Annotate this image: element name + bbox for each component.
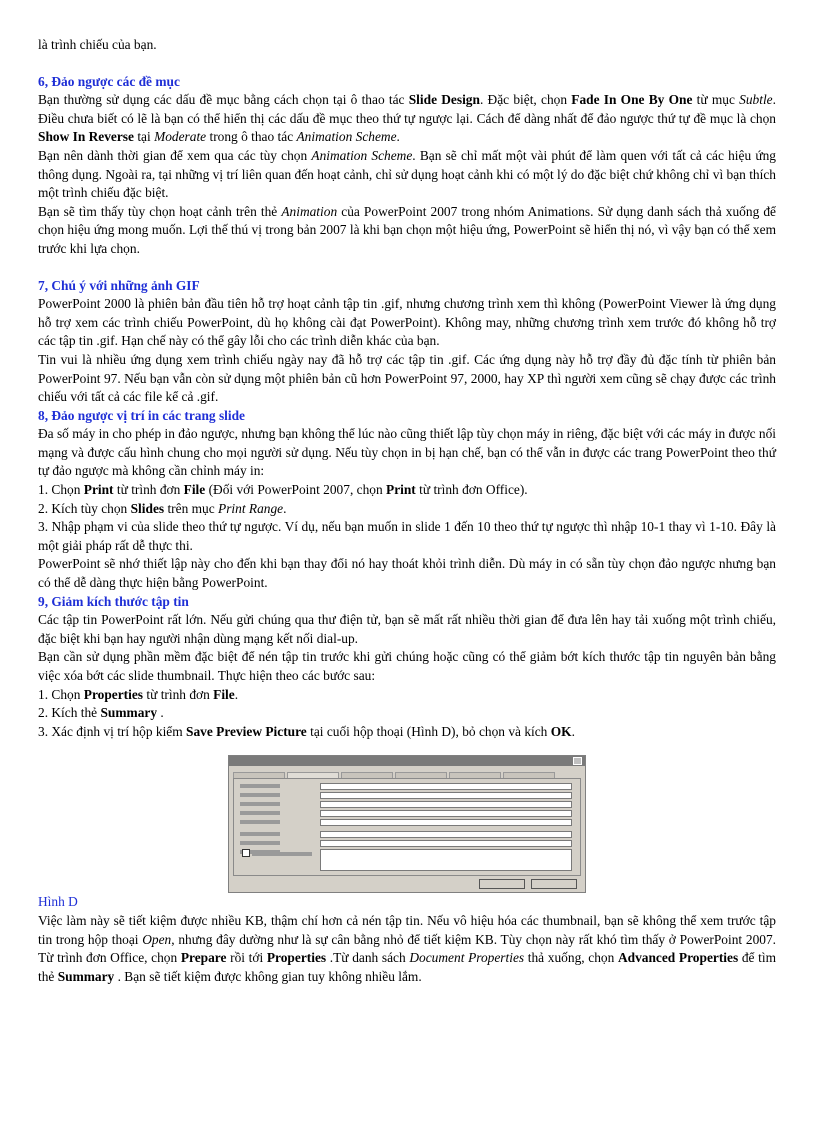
properties-dialog-figure	[228, 755, 586, 893]
dialog-field-row	[240, 831, 572, 838]
dialog-titlebar	[229, 756, 585, 766]
section-9-step-2: 2. Kích thẻ Summary .	[38, 705, 164, 721]
section-8-heading: 8, Đảo ngược vị trí in các trang slide	[38, 407, 245, 423]
section-6-paragraph-2: Bạn nên dành thời gian để xem qua các tùy chọn Animation Scheme. Bạn sẽ chỉ mất một vài phút để làm quen với tất cả các hiệu ứng thông dụng. Ngoài ra, tại những vị trí liên quan đến hoạt cảnh, chỉ sử dụng hoạt cảnh khi có một lý do đặc biệt chứ không chỉ vì bạn thích một trình chiếu đặc biệt.	[38, 147, 777, 201]
section-8-step-2: 2. Kích tùy chọn Slides trên mục Print Range.	[38, 500, 287, 516]
dialog-field-row	[240, 819, 572, 826]
dialog-field-row	[240, 801, 572, 808]
section-6-heading: 6, Đảo ngược các đề mục	[38, 73, 180, 89]
dialog-field-row	[240, 783, 572, 790]
checkbox-label	[252, 852, 312, 856]
close-icon	[573, 757, 582, 765]
section-6-paragraph-1: Bạn thường sử dụng các dấu đề mục bằng cách chọn tại ô thao tác Slide Design. Đặc biệt, chọn Fade In One By One từ mục Subtle. Điều chưa biết có lẽ là bạn có thể hiển thị các dấu đề mục theo thứ tự ngược lại. Cách để dàng nhất để đảo ngược thứ tự đề mục là chọn Show In Reverse tại Moderate trong ô thao tác Animation Scheme.	[38, 92, 776, 145]
section-8-paragraph-1: Đa số máy in cho phép in đảo ngược, nhưng bạn không thể lúc nào cũng thiết lập tùy chọn máy in riêng, đặc biệt với các máy in được nối mạng và được cấu hình chung cho mọi người sử dụng. Nếu tùy chọn in bị hạn chế, bạn có thể vẫn in được các trang PowerPoint theo thứ tự đảo ngược mà không cần chỉnh máy in:	[38, 426, 776, 479]
figure-caption: Hình D	[38, 894, 78, 910]
document-page	[38, 36, 776, 986]
section-9-step-3: 3. Xác định vị trí hộp kiểm Save Preview Picture tại cuối hộp thoại (Hình D), bỏ chọn và kích OK.	[38, 723, 575, 739]
section-9-heading: 9, Giảm kích thước tập tin	[38, 593, 189, 609]
dialog-ok-button	[479, 879, 525, 889]
section-7-heading: 7, Chú ý với những ảnh GIF	[38, 277, 200, 293]
dialog-field-row	[240, 840, 572, 847]
section-9-paragraph-2: Bạn cần sử dụng phần mềm đặc biệt để nén tập tin trước khi gửi chúng hoặc cũng có thể giảm bớt kích thước tập tin nguyên bản bằng việc xóa bớt các slide thumbnail. Thực hiện theo các bước sau:	[38, 649, 776, 683]
section-9-paragraph-1: Các tập tin PowerPoint rất lớn. Nếu gửi chúng qua thư điện tử, bạn sẽ mất rất nhiều thời gian để đưa lên hay tải xuống một trình chiếu, đặc biệt khi bạn hay người nhận dùng mạng kết nối dial-up.	[38, 612, 776, 646]
section-7-paragraph-2: Tin vui là nhiều ứng dụng xem trình chiếu ngày nay đã hỗ trợ các tập tin .gif. Các ứng dụng này hỗ trợ đầy đủ đặc tính từ phiên bản PowerPoint 97. Nếu bạn vẫn còn sử dụng một phiên bản cũ hơn PowerPoint 97, 2000, hay XP thì người xem cũng sẽ chạy được các trình chiếu với tất cả các file kể cả .gif.	[38, 351, 776, 405]
dialog-field-row	[240, 810, 572, 817]
closing-paragraph: Việc làm này sẽ tiết kiệm được nhiều KB, thậm chí hơn cả nén tập tin. Nếu vô hiệu hóa các thumbnail, bạn sẽ không thể xem trước tập tin trong hộp thoại Open, nhưng đây dường như là sự cân bằng nhỏ để tiết kiệm KB. Tùy chọn này rất khó tìm thấy ở PowerPoint 2007. Từ trình đơn Office, chọn Prepare rồi tới Properties .Từ danh sách Document Properties thả xuống, chọn Advanced Properties để tìm thẻ Summary . Bạn sẽ tiết kiệm được không gian tuy không nhiều lắm.	[38, 912, 776, 984]
intro-line: là trình chiếu của bạn.	[38, 37, 157, 52]
section-8-step-1: 1. Chọn Print từ trình đơn File (Đối với PowerPoint 2007, chọn Print từ trình đơn Office).	[38, 482, 528, 498]
section-6-paragraph-3: Bạn sẽ tìm thấy tùy chọn hoạt cảnh trên thẻ Animation của PowerPoint 2007 trong nhóm Animations. Sử dụng danh sách thả xuống để chọn hiệu ứng mong muốn. Lợi thế thú vị trong bản 2007 là khi bạn chọn một hiệu ứng, PowerPoint sẽ hiển thị nó, vì vậy bạn có thể xem trước khi lựa chọn.	[38, 203, 777, 256]
save-preview-checkbox	[242, 849, 250, 857]
dialog-panel	[233, 778, 581, 876]
section-7-paragraph-1: PowerPoint 2000 là phiên bản đầu tiên hỗ trợ hoạt cảnh tập tin .gif, nhưng chương trình xem thì không (PowerPoint Viewer là ứng dụng hỗ trợ xem các trình chiếu PowerPoint, dù họ không cài đạt PowerPoint). Không may, những chương trình xem trước đó không hỗ trợ các tập tin .gif. Hạn chế này có thể gây lỗi cho các trình diễn khác của bạn.	[38, 296, 776, 349]
section-9-step-1: 1. Chọn Properties từ trình đơn File.	[38, 686, 239, 702]
dialog-cancel-button	[531, 879, 577, 889]
dialog-tabs	[233, 768, 581, 778]
dialog-field-row	[240, 792, 572, 799]
section-8-paragraph-2: PowerPoint sẽ nhớ thiết lập này cho đến khi bạn thay đổi nó hay thoát khỏi trình diễn. Dù máy in có sẵn tùy chọn đảo ngược nhưng bạn có thể dễ dàng thực hiện bằng PowerPoint.	[38, 556, 776, 591]
section-8-step-3: 3. Nhập phạm vi của slide theo thứ tự ngược. Ví dụ, nếu bạn muốn in slide 1 đến 10 theo thứ tự ngược thì nhập 10-1 thay vì 1-10. Đây là một giải pháp rất dễ thực thi.	[38, 519, 776, 553]
